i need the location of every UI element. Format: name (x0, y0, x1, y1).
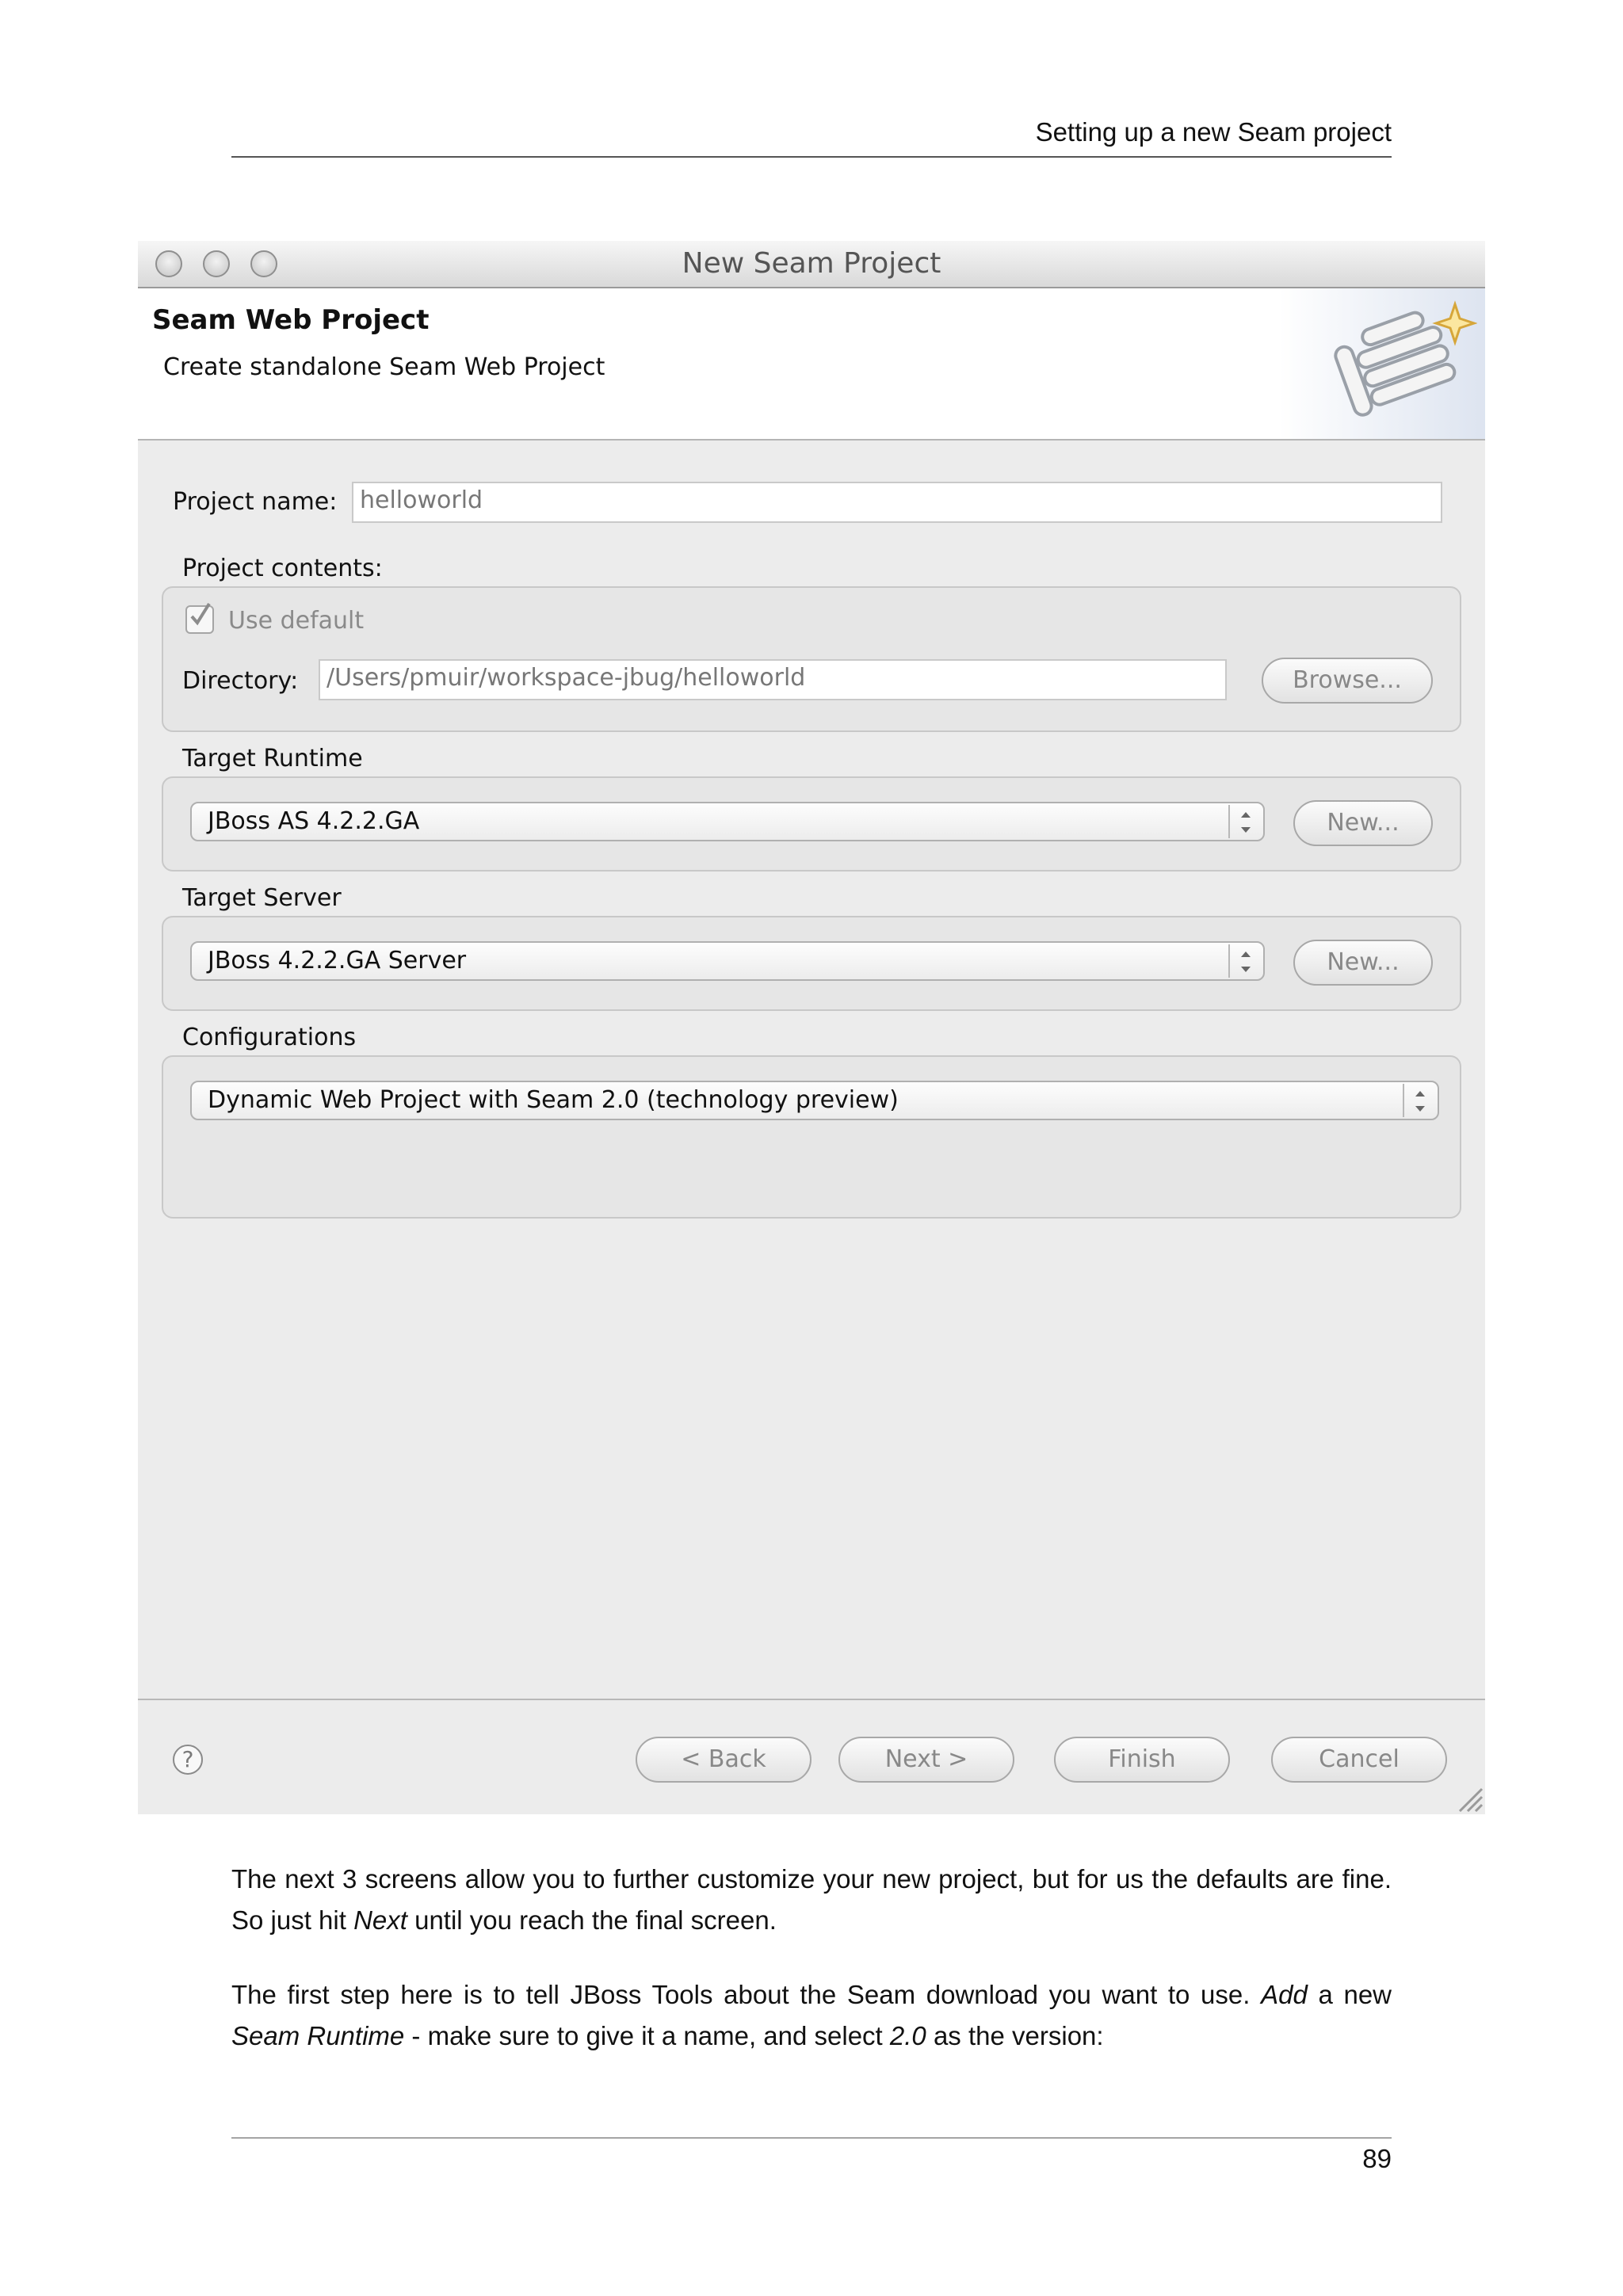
window-title: New Seam Project (682, 247, 941, 280)
configurations-value: Dynamic Web Project with Seam 2.0 (technology preview) (208, 1086, 899, 1114)
target-server-value: JBoss 4.2.2.GA Server (208, 947, 467, 974)
configurations-label: Configurations (182, 1024, 357, 1051)
new-server-button[interactable]: New... (1293, 940, 1433, 986)
paragraph-2 (231, 1974, 1392, 2057)
next-button[interactable]: Next > (838, 1737, 1014, 1783)
help-icon[interactable]: ? (173, 1745, 203, 1775)
target-runtime-group (162, 776, 1461, 871)
configurations-select[interactable] (190, 1081, 1439, 1120)
wizard-subtitle: Create standalone Seam Web Project (163, 353, 605, 381)
p2-span-2: a new (1307, 1980, 1392, 2009)
finish-button[interactable]: Finish (1054, 1737, 1230, 1783)
target-server-label: Target Server (182, 884, 342, 912)
select-arrows-icon (1403, 1084, 1438, 1117)
page-number: 89 (1362, 2144, 1392, 2173)
project-name-label: Project name: (173, 488, 338, 516)
add-emphasis: Add (1261, 1980, 1308, 2009)
cancel-button[interactable]: Cancel (1271, 1737, 1447, 1783)
project-name-field[interactable]: helloworld (352, 482, 1442, 523)
use-default-checkbox[interactable] (185, 605, 214, 634)
wizard-banner (138, 288, 1485, 441)
use-default-label: Use default (228, 607, 365, 635)
p1-span-2: until you reach the final screen. (407, 1905, 777, 1935)
directory-field[interactable]: /Users/pmuir/workspace-jbug/helloworld (319, 659, 1227, 700)
seam-runtime-emphasis: Seam Runtime (231, 2021, 405, 2050)
title-bar (138, 241, 1485, 288)
new-seam-project-dialog (138, 241, 1485, 1814)
paragraph-1 (231, 1859, 1392, 1941)
p2-span-0: The first step here is to tell JBoss Tools about the Seam download you want to use. (231, 1980, 1262, 2009)
seam-logo-icon (1319, 296, 1477, 431)
p2-span-6: as the version: (926, 2021, 1104, 2050)
back-button[interactable]: < Back (636, 1737, 812, 1783)
project-contents-group (162, 586, 1461, 732)
configurations-group (162, 1055, 1461, 1219)
running-header: Setting up a new Seam project (1035, 117, 1392, 147)
next-emphasis: Next (353, 1905, 407, 1935)
new-runtime-button[interactable]: New... (1293, 800, 1433, 846)
select-arrows-icon (1228, 944, 1263, 978)
p1-span-0: The next 3 screens allow you to further customize your new project, but for us the defaults are fine. So just hit (231, 1864, 1392, 1935)
wizard-title: Seam Web Project (152, 304, 430, 336)
directory-label: Directory: (182, 667, 299, 695)
footer-separator (138, 1699, 1485, 1700)
project-contents-label: Project contents: (182, 555, 383, 582)
browse-button[interactable]: Browse... (1262, 658, 1433, 704)
header-rule (231, 156, 1392, 158)
target-runtime-select[interactable] (190, 802, 1265, 841)
target-server-select[interactable] (190, 941, 1265, 981)
select-arrows-icon (1228, 805, 1263, 838)
resize-grip-icon[interactable] (1452, 1783, 1484, 1813)
p2-span-4: - make sure to give it a name, and select (404, 2021, 890, 2050)
version-emphasis: 2.0 (889, 2021, 926, 2050)
target-server-group (162, 916, 1461, 1011)
target-runtime-label: Target Runtime (182, 745, 363, 772)
target-runtime-value: JBoss AS 4.2.2.GA (208, 807, 420, 835)
checkmark-icon (187, 602, 212, 627)
